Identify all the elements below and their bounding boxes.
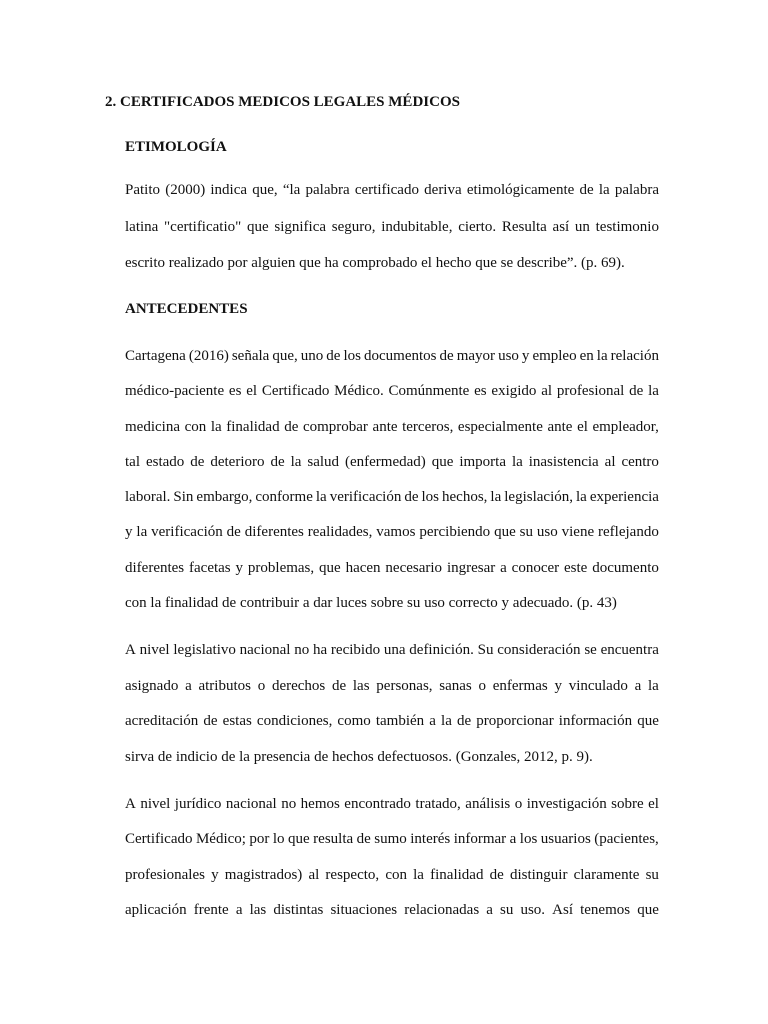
etimologia-line-2: latina "certificatio" que significa seguro, indubitable, cierto. Resulta así un testimonio: [125, 219, 659, 235]
antecedentes-p1-line-4: tal estado de deterioro de la salud (enfermedad) que importa la inasistencia al centro: [125, 454, 659, 470]
antecedentes-p3-line-3: profesionales y magistrados) al respecto, con la finalidad de distinguir claramente su: [125, 867, 659, 883]
antecedentes-p1-line-3: medicina con la finalidad de comprobar ante terceros, especialmente ante el empleador,: [125, 419, 659, 435]
antecedentes-p1-line-6: y la verificación de diferentes realidades, vamos percibiendo que su uso viene reflejando: [125, 524, 659, 540]
etimologia-heading: ETIMOLOGÍA: [125, 139, 227, 155]
antecedentes-p3-line-1: A nivel jurídico nacional no hemos encontrado tratado, análisis o investigación sobre el: [125, 796, 659, 812]
antecedentes-p2-line-4: sirva de indicio de la presencia de hechos defectuosos. (Gonzales, 2012, p. 9).: [125, 749, 593, 765]
antecedentes-p2-line-2: asignado a atributos o derechos de las personas, sanas o enfermas y vinculado a la: [125, 678, 659, 694]
antecedentes-p1-line-2: médico-paciente es el Certificado Médico. Comúnmente es exigido al profesional de la: [125, 383, 659, 399]
antecedentes-p2-line-3: acreditación de estas condiciones, como también a la de proporcionar información que: [125, 713, 659, 729]
antecedentes-p3-line-4: aplicación frente a las distintas situaciones relacionadas a su uso. Así tenemos que: [125, 902, 659, 918]
antecedentes-heading: ANTECEDENTES: [125, 301, 248, 317]
antecedentes-p3-line-2: Certificado Médico; por lo que resulta de sumo interés informar a los usuarios (pacientes,: [125, 831, 659, 847]
antecedentes-p1-line-1: Cartagena (2016) señala que, uno de los documentos de mayor uso y empleo en la relación: [125, 348, 659, 364]
antecedentes-p1-line-7: diferentes facetas y problemas, que hacen necesario ingresar a conocer este documento: [125, 560, 659, 576]
antecedentes-p2-line-1: A nivel legislativo nacional no ha recibido una definición. Su consideración se encuentra: [125, 642, 659, 658]
antecedentes-p1-line-5: laboral. Sin embargo, conforme la verificación de los hechos, la legislación, la experiencia: [125, 489, 659, 505]
antecedentes-p1-line-8: con la finalidad de contribuir a dar luces sobre su uso correcto y adecuado. (p. 43): [125, 595, 617, 611]
etimologia-line-1: Patito (2000) indica que, “la palabra certificado deriva etimológicamente de la palabra: [125, 182, 659, 198]
section-title: 2. CERTIFICADOS MEDICOS LEGALES MÉDICOS: [105, 94, 460, 110]
etimologia-line-3: escrito realizado por alguien que ha comprobado el hecho que se describe”. (p. 69).: [125, 255, 625, 271]
